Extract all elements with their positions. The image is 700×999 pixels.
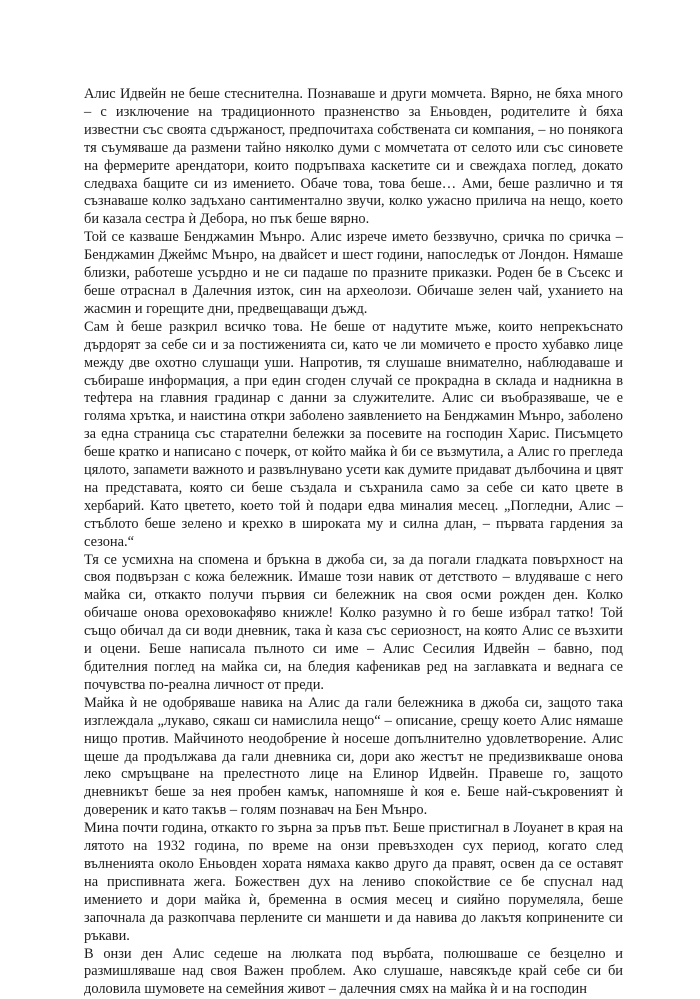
paragraph: В онзи ден Алис седеше на люлката под върбата, полюшваше се безцелно и размишляваше над своя Важен проблем. Ако слушаше, навсякъде край себе си би доловила шумовете на семейния живот – далечния смях на майка ѝ и на господин [84, 946, 623, 999]
paragraph: Сам ѝ беше разкрил всичко това. Не беше от надутите мъже, които непрекъснато дърдорят за себе си и за постиженията си, като че ли момичето е просто хубавко лице между две охотно слушащи уши. Напротив, тя слушаше внимателно, наблюдаваше и събираше информация, а при един сгоден случай се прокрадна в склада и надникна в тефтера на главния градинар с данни за служителите. Алис си въобразяваше, че е голяма хрътка, и наистина откри заболено заявлението на Бенджамин Мънро, заболено за една страница със старателни бележки за посевите на господин Харис. Писъмцето беше кратко и написано с почерк, от който майка ѝ би се възмутила, а Алис го прегледа цялото, запамети важното и развълнувано усети как думите придават дълбочина и цвят на представата, която си беше създала и съхранила само за себе си като цвете в хербарий. Като цветето, което той ѝ подари едва миналия месец. „Погледни, Алис – стъблото беше зелено и крехко в широката му и силна длан, – първата гардения за сезона.“ [84, 319, 623, 552]
paragraph: Мина почти година, откакто го зърна за пръв път. Беше пристигнал в Лоуанет в края на лятото на 1932 година, по време на онзи превъзходен сух период, когато след вълненията около Еньовден хората нямаха какво друго да правят, освен да се оставят на приспивната жега. Божествен дух на лениво спокойствие се бе спуснал над имението и дори майка ѝ, бременна в осмия месец и сияйно порумеляла, беше започнала да разкопчава перлените си маншети и да навива до лакътя копринените си ръкави. [84, 820, 623, 945]
paragraph: Алис Идвейн не беше стеснителна. Познаваше и други момчета. Вярно, не бяха много – с изключение на традиционното празненство за Еньовден, родителите ѝ бяха известни със своята сдържаност, предпочитаха собствената си компания, – но понякога тя съумяваше да размени тайно няколко думи с момчетата от селото или със синовете на фермерите арендатори, които подръпваха каскетите си и свеждаха поглед, докато следваха бащите си из имението. Обаче това, това беше… Ами, беше различно и тя съзнаваше колко задъхано сантиментално звучи, колко ужасно прилича на нещо, което би казала сестра ѝ Дебора, но пък беше вярно. [84, 86, 623, 229]
paragraph: Майка ѝ не одобряваше навика на Алис да гали бележника в джоба си, защото така изглеждала „лукаво, сякаш си намислила нещо“ – описание, срещу което Алис нямаше нищо против. Майчиното неодобрение ѝ носеше допълнително удовлетворение. Алис щеше да продължава да гали дневника си, дори ако жестът не предизвикваше онова леко смръщване на прелестното лице на Елинор Идвейн. Правеше го, защото дневникът беше за нея пробен камък, напомняше ѝ коя е. Беше най-съкровеният ѝ довереник и като такъв – голям познавач на Бен Мънро. [84, 695, 623, 820]
paragraph: Тя се усмихна на спомена и бръкна в джоба си, за да погали гладката повърхност на своя подвързан с кожа бележник. Имаше този навик от детството – влудяваше с него майка си, откакто получи първия си бележник на своя осми рожден ден. Колко обичаше онова ореховокафяво книжле! Колко разумно ѝ го беше избрал татко! Той също обичал да си води дневник, така ѝ каза със сериозност, на която Алис се възхити и оцени. Беше написала пълното си име – Алис Сесилия Идвейн – бавно, под бдителния поглед на майка си, на бледия кафеникав ред на заглавката и веднага се почувства по-реална личност от преди. [84, 552, 623, 695]
paragraph: Той се казваше Бенджамин Мънро. Алис изрече името беззвучно, сричка по сричка – Бенджамин Джеймс Мънро, на двайсет и шест години, напоследък от Лондон. Нямаше близки, работеше усърдно и не си падаше по празните приказки. Роден бе в Съсекс и беше отраснал в Далечния изток, син на археолози. Обичаше зелен чай, уханието на жасмин и горещите дни, предвещаващи дъжд. [84, 229, 623, 319]
document-body [84, 86, 623, 999]
